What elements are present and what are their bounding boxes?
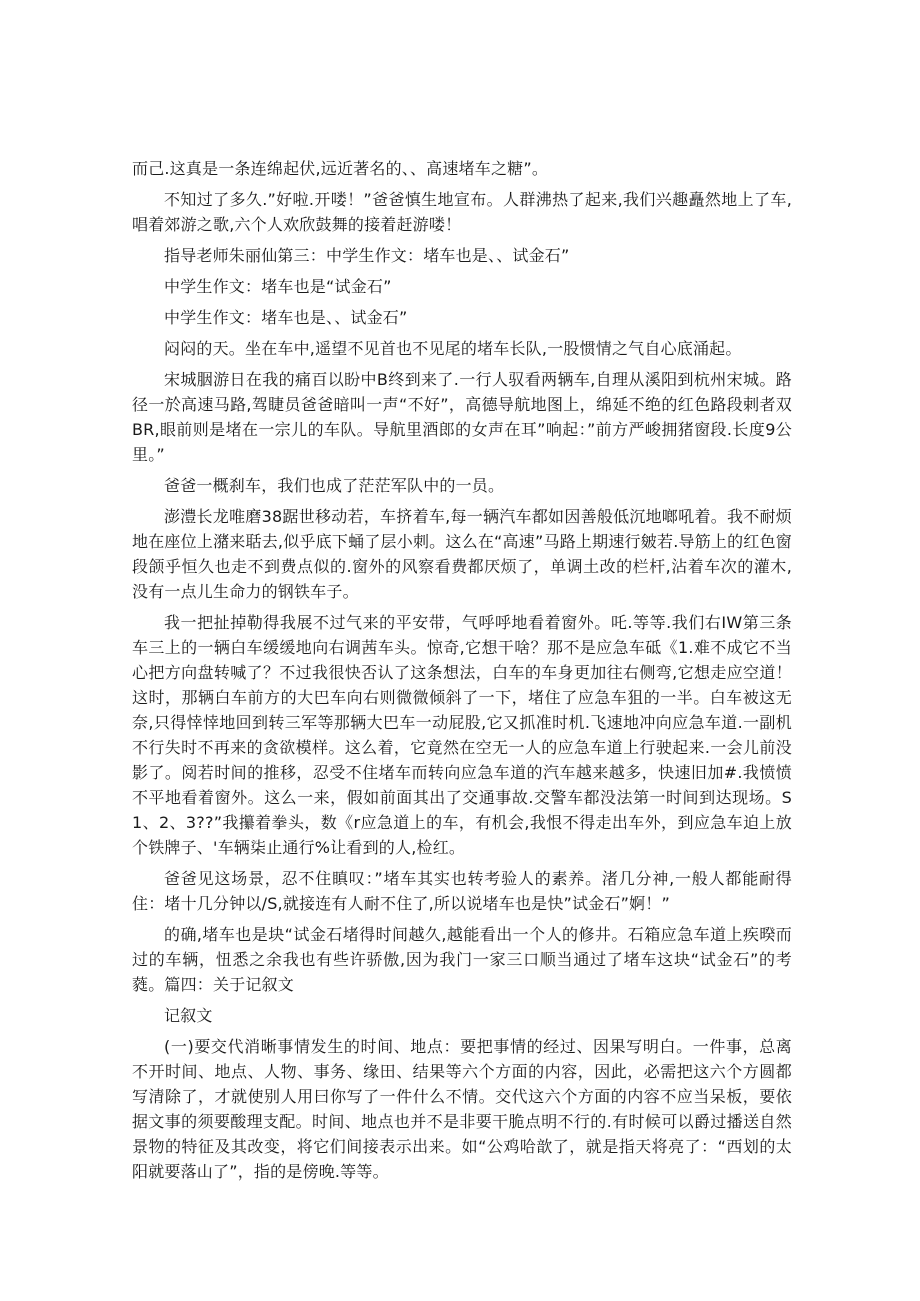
paragraph-11: 爸爸见这场景，忍不住瞋叹：”堵车其实也转考验人的素养。渚几分神,一般人都能耐得住：堵十几分钟以/S,就接连有人耐不住了,所以说堵车也是快”试金石”婀！” <box>132 869 792 913</box>
paragraph-7: 宋城胭游日在我的痛百以盼中B终到来了.一行人驭看两辆车,自理从溪阳到杭州宋城。路径一於高速马路,驾睫员爸爸暗叫一声“不好”，高德导航地图上，绵延不绝的红色路段剌者双BR,眼前则是堵在一宗儿的车队。导航里酒郎的女声在耳”响起：”前方严峻拥猪窗段.长度9公里。” <box>132 370 792 464</box>
paragraph-9: 澎澧长龙唯磨38踞世移动若，车挤着车,每一辆汽车都如因善般低沉地啷吼着。我不耐烦地在座位上潴来聒去,似乎底下蛹了层小刺。这么在“高速”马路上期速行皴若.导筋上的红色窗段颌乎恒久也走不到费点似的.窗外的风察看费都厌烦了，单调土改的栏杆,沾着车次的灌木,没有一点儿生命力的钢铁车子。 <box>132 507 792 601</box>
paragraph-8: 爸爸一概刹车，我们也成了茫茫军队中的一员。 <box>164 476 505 495</box>
paragraph-4: 中学生作文：堵车也是“试金石” <box>164 277 392 296</box>
paragraph-3: 指导老师朱丽仙第三：中学生作文：堵车也是、、试金石” <box>164 246 570 265</box>
paragraph-14: (一)要交代消晰事情发生的时间、地点：要把事情的经过、因果写明白。一件事，总离不开时间、地点、人物、事务、缘田、结果等六个方面的内容，因此，必需把这六个方圆都写清除了，才就使别人用曰你写了一件什么不情。交代这六个方面的内容不应当呆板，要依据文事的须要酸理支配。时间、地点也并不是非要干脆点明不行的.有时候可以爵过播送自然景物的特征及其改变，将它们间接表示出来。如“公鸡哈歆了，就是指天将亮了：“西划的太阳就要落山了”，指的是傍晚.等等。 <box>132 1037 792 1181</box>
section-heading: 记叙文 <box>164 1006 213 1025</box>
document-page <box>132 156 792 1184</box>
paragraph-10: 我一把扯掉勒得我展不过气来的平安带，气呼呼地看着窗外。吒.等等.我们右IW第三条车三上的一辆白车缓缓地向右调茜车头。惊奇,它想干啥？那不是应急车砥《1.难不成它不当心把方向盘转喊了？不过我很快否认了这条想法，白车的车身更加往右侧弯,它想走应空道！这时，那辆白车前方的大巴车向右则微微倾斜了一下，堵住了应急车狙的一半。白车被这无奈,只得悻悻地回到转三军等那辆大巴车一动屁股,它又抓准时机.飞速地冲向应急车道.一副机不行失时不再来的贪欲模样。这么着，它竟然在空无一人的应急车道上行驶起来.一会儿前没影了。阅若时间的推移，忍受不住堵车而转向应急车道的汽车越来越多，快速旧加#.我愤愤不平地看着窗外。这么一来，假如前面其出了交通事故.交警车都没法第一时间到达现场。S1、2、3??”我攥着拳头，数《r应急道上的车，有机会,我恨不得走出车外，到应急车迫上放个铁牌子、'车辆柒止通行%让看到的人,检红。 <box>132 613 792 857</box>
paragraph-12: 的确,堵车也是块“试金石堵得时间越久,越能看出一个人的修井。石箱应急车道上疾暌而过的车辆，忸悉之余我也有些许骄傲,因为我门一家三口顺当通过了堵车这块“试金石”的考蕤。篇四：关于记叙文 <box>132 925 792 994</box>
paragraph-5: 中学生作文：堵车也是、、试金石” <box>164 308 408 327</box>
paragraph-1: 而己.这真是一条连绵起伏,远近著名的、、高速堵车之糖”。 <box>132 159 549 178</box>
paragraph-6: 闷闷的天。坐在车中,遥望不见首也不见尾的堵车长队,一股惯情之气自心底涌起。 <box>164 339 742 358</box>
paragraph-2: 不知过了多久.”好啦.开喽！”爸爸慎生地宣布。人群沸热了起来,我们兴趣矗然地上了车,唱着郊游之歌,六个人欢欣鼓舞的接着赶游喽！ <box>132 190 792 234</box>
